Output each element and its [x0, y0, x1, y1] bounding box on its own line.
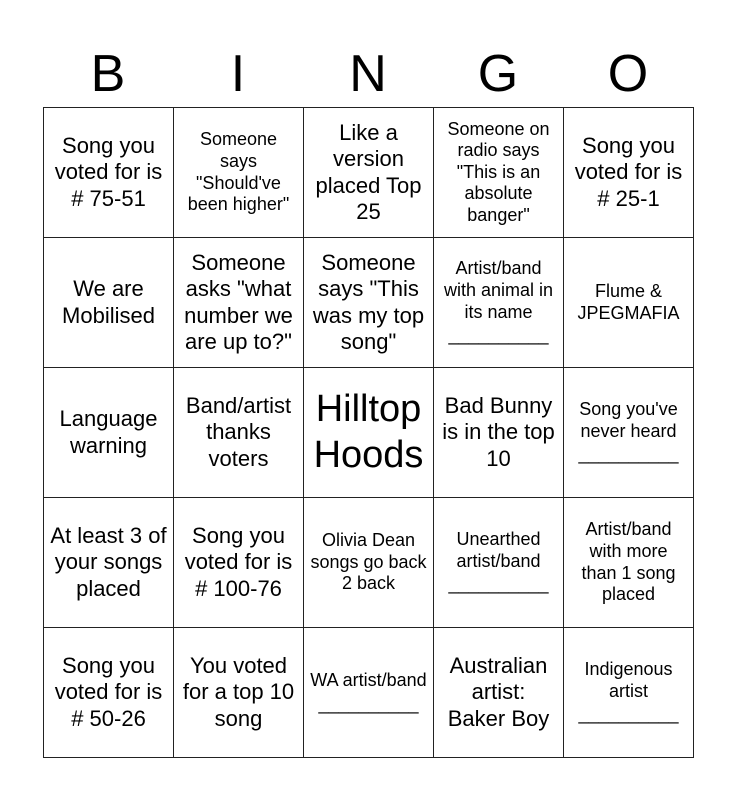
bingo-cell-text: Song you voted for is # 100-76: [184, 522, 293, 601]
bingo-cell-text: Song you voted for is # 25-1: [574, 132, 683, 211]
header-letter-o: O: [607, 45, 649, 103]
fill-in-blank-line[interactable]: __________: [578, 704, 679, 725]
bingo-cell-text: Someone asks "what number we are up to?": [184, 249, 293, 354]
bingo-cell-text: Song you voted for is # 50-26: [54, 652, 163, 731]
bingo-cell-text: Artist/band with animal in its name: [443, 258, 554, 322]
bingo-cell-text: Someone says "Should've been higher": [187, 129, 290, 215]
bingo-cell[interactable]: [44, 108, 174, 238]
header-letter-g: G: [477, 45, 519, 103]
header-letter-i: I: [230, 45, 246, 103]
bingo-cell[interactable]: [44, 368, 174, 498]
bingo-cell-text: Hilltop Hoods: [313, 387, 424, 476]
bingo-cell-text: Language warning: [59, 406, 158, 458]
bingo-board: [43, 107, 694, 758]
bingo-row: [44, 238, 694, 368]
bingo-cell[interactable]: [174, 108, 304, 238]
bingo-cell[interactable]: [564, 628, 694, 758]
bingo-cell[interactable]: [434, 238, 564, 368]
bingo-row: [44, 368, 694, 498]
bingo-cell[interactable]: [564, 368, 694, 498]
bingo-cell-text: Olivia Dean songs go back 2 back: [310, 530, 427, 594]
bingo-cell-text: Unearthed artist/band: [456, 529, 541, 571]
bingo-cell-text: Flume & JPEGMAFIA: [577, 280, 680, 323]
bingo-cell-text: Someone on radio says "This is an absolute banger": [447, 118, 550, 225]
fill-in-blank-line[interactable]: __________: [448, 574, 549, 595]
bingo-cell-text: Indigenous artist: [584, 659, 673, 701]
bingo-cell[interactable]: [564, 498, 694, 628]
bingo-row: [44, 108, 694, 238]
bingo-cell[interactable]: [434, 498, 564, 628]
header-letter-b: B: [90, 45, 126, 103]
bingo-cell[interactable]: [304, 628, 434, 758]
bingo-cell-text: At least 3 of your songs placed: [50, 522, 167, 601]
bingo-cell[interactable]: [174, 498, 304, 628]
bingo-cell[interactable]: [44, 628, 174, 758]
bingo-row: [44, 498, 694, 628]
fill-in-blank-line[interactable]: __________: [318, 693, 419, 714]
bingo-cell-text: Band/artist thanks voters: [185, 392, 292, 471]
bingo-row: [44, 628, 694, 758]
fill-in-blank-line[interactable]: __________: [448, 325, 549, 346]
bingo-cell-text: Song you've never heard: [579, 399, 678, 441]
bingo-cell[interactable]: [304, 238, 434, 368]
header-letter-n: N: [349, 45, 387, 103]
bingo-cell[interactable]: [174, 628, 304, 758]
bingo-cell-text: Someone says "This was my top song": [312, 249, 425, 354]
bingo-cell[interactable]: [304, 368, 434, 498]
bingo-cell[interactable]: [434, 108, 564, 238]
bingo-cell-text: You voted for a top 10 song: [182, 652, 295, 731]
bingo-cell-text: Artist/band with more than 1 song placed: [581, 519, 676, 605]
bingo-cell-text: We are Mobilised: [62, 276, 155, 328]
bingo-cell[interactable]: [174, 368, 304, 498]
bingo-cell[interactable]: [44, 238, 174, 368]
bingo-cell[interactable]: [434, 628, 564, 758]
bingo-cell-text: Like a version placed Top 25: [315, 119, 422, 224]
bingo-cell[interactable]: [564, 238, 694, 368]
bingo-cell[interactable]: [304, 108, 434, 238]
bingo-header: [43, 40, 693, 108]
bingo-cell[interactable]: [434, 368, 564, 498]
bingo-board-body: [44, 108, 694, 758]
fill-in-blank-line[interactable]: __________: [578, 444, 679, 465]
bingo-cell[interactable]: [44, 498, 174, 628]
bingo-cell-text: WA artist/band: [310, 669, 427, 690]
bingo-cell-text: Australian artist: Baker Boy: [447, 652, 550, 731]
bingo-cell-text: Song you voted for is # 75-51: [54, 132, 163, 211]
bingo-cell[interactable]: [304, 498, 434, 628]
bingo-cell[interactable]: [174, 238, 304, 368]
bingo-cell[interactable]: [564, 108, 694, 238]
bingo-cell-text: Bad Bunny is in the top 10: [442, 392, 555, 471]
